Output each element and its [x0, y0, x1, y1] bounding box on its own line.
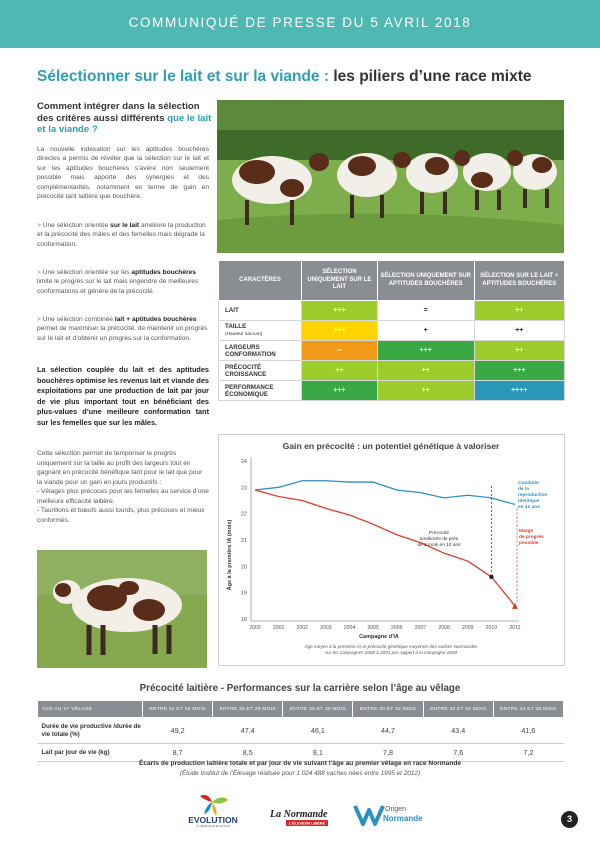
- bullet-post: limite le progrès sur le lait mais engendre de meilleures conformations et génère de la précocité.: [37, 278, 199, 295]
- table-cell: ++: [302, 361, 378, 381]
- table-cell: 7,6: [423, 744, 493, 762]
- x-tick-label: 2007: [414, 625, 427, 631]
- annotation-mid: Précocité améliorée de près de 3 mois en 10 ans: [417, 531, 461, 548]
- table-cell: +++: [474, 361, 564, 381]
- col-header: SÉLECTION UNIQUEMENT SUR APTITUDES BOUCHÈRES: [377, 261, 474, 301]
- herd-photo: [217, 100, 564, 253]
- y-tick-label: 21: [240, 538, 247, 544]
- table-cell: ++: [474, 301, 564, 321]
- intro-lead: Comment intégrer dans la sélection des critères aussi différents: [37, 101, 200, 124]
- bullet-pre: Une sélection orientée sur les: [42, 269, 132, 276]
- body3-item: - Taurillons et bœufs aussi lourds, plus précoces et mieux conformés.: [37, 507, 205, 524]
- origen-text: Origen: [385, 806, 407, 813]
- table-row: [38, 718, 564, 744]
- table-cell: 41,6: [493, 718, 563, 744]
- table-row: [219, 321, 565, 341]
- perf-title: Précocité laitière - Performances sur la carrière selon l’âge au vêlage: [139, 683, 461, 694]
- table-cell: 8,5: [213, 744, 283, 762]
- table-cell: +++: [302, 381, 378, 401]
- header-title: COMMUNIQUÉ DE PRESSE DU 5 AVRIL 2018: [128, 15, 472, 30]
- col-header: ENTRE 24 ET 26 MOIS: [143, 701, 213, 718]
- annotation-red: Marge de progrès possible: [519, 529, 544, 546]
- row-label: [219, 321, 302, 341]
- table-cell: 8,7: [143, 744, 213, 762]
- bullet-pre: Une sélection orientée: [42, 222, 111, 229]
- table-cell: +++: [302, 301, 378, 321]
- bullet-item: [37, 268, 209, 296]
- page-title-part1: Sélectionner sur le lait et sur la viande :: [37, 68, 330, 85]
- x-tick-label: 2011: [509, 625, 521, 631]
- bullet-item: [37, 315, 209, 343]
- origen-normande-logo: [353, 800, 425, 833]
- row-label: PERFORMANCE ÉCONOMIQUE: [219, 381, 302, 401]
- chart-caption: Âge moyen à la première IA et précocité génétique moyenne des vaches Normandes sur les campagnes 2000 à 2001 par rapport à la campagne 2000: [304, 644, 478, 655]
- col-header: ÂGE AU 1ᵉʳ VÊLAGE: [38, 701, 143, 718]
- table-cell: ++: [377, 361, 474, 381]
- col-header: SÉLECTION UNIQUEMENT SUR LE LAIT: [302, 261, 378, 301]
- x-tick-label: 2010: [485, 625, 498, 631]
- series-line-0: [255, 481, 515, 505]
- intro-question: [37, 101, 212, 136]
- chart-title: Gain en précocité : un potentiel génétique à valoriser: [282, 441, 500, 451]
- bullet-marker: >: [37, 316, 41, 323]
- table-cell: 49,2: [143, 718, 213, 744]
- row-label-main: TAILLE: [225, 323, 247, 330]
- x-tick-label: 2001: [272, 625, 285, 631]
- y-tick-label: 19: [240, 590, 247, 597]
- table-cell: +: [377, 321, 474, 341]
- row-label: Durée de vie productive /durée de vie totale (%): [38, 718, 143, 744]
- selection-table: [218, 260, 565, 401]
- col-header: ENTRE 26 ET 28 MOIS: [213, 701, 283, 718]
- precocity-chart: [218, 434, 565, 666]
- table-row: [219, 301, 565, 321]
- bullet-item: [37, 221, 209, 249]
- x-tick-label: 2006: [391, 625, 403, 631]
- bullet-marker: >: [37, 269, 41, 276]
- y-tick-label: 22: [240, 511, 247, 518]
- x-axis-label: Campagne d'IA: [359, 634, 399, 640]
- bullet-post: améliore la production et la précocité des mâles et des femelles mais dégrade la conformation.: [37, 222, 206, 248]
- y-axis-label: Âge à la première IA (mois): [227, 519, 233, 591]
- bullet-pre: Une sélection combinée: [42, 316, 115, 323]
- intro-highlight: que le lait et la viande ?: [37, 112, 212, 135]
- table-cell: 7,2: [493, 744, 563, 762]
- cow-photo: [37, 550, 207, 668]
- x-tick-label: 2005: [367, 625, 379, 631]
- table-cell: 46,1: [283, 718, 353, 744]
- table-cell: ++: [377, 381, 474, 401]
- col-header: ENTRE 34 ET 36 MOIS: [493, 701, 563, 718]
- x-tick-label: 2008: [438, 625, 450, 631]
- y-tick-label: 23: [240, 485, 247, 492]
- body-paragraph-3: [37, 449, 209, 525]
- body-paragraph-1: La nouvelle indexation sur les aptitudes bouchères directes a permis de révéler que la sélection sur le lait et sur les aptitudes bouchères s’avère non seulement possible mais apporte des synergies et des complémentarités, notamment en terme de gain en précocité tant laitière que bouchère.: [37, 146, 209, 201]
- page-title-part2: les piliers d’une race mixte: [329, 68, 532, 85]
- table-cell: ++: [474, 321, 564, 341]
- table-row: [219, 341, 565, 361]
- series-line-1: [255, 490, 515, 606]
- table-cell: +++: [377, 341, 474, 361]
- chart-svg: [219, 435, 564, 665]
- table-cell: =: [377, 301, 474, 321]
- evolution-sub: LA GÉNÉTIQUE EN ACTION: [196, 825, 230, 828]
- x-tick-label: 2004: [343, 625, 356, 631]
- x-tick-label: 2000: [249, 625, 261, 631]
- evolution-text: EVOLUTION: [188, 815, 238, 825]
- evolution-logo: [182, 792, 244, 833]
- footnote-title: Écarts de production laitière totale et par jour de vie suivant l’âge au premier vêlage en race Normande: [138, 760, 462, 767]
- page-title: [37, 68, 532, 86]
- bullet-bold: sur le lait: [110, 222, 140, 229]
- body3-text: Cette sélection permet de temporiser le progrès uniquement sur la taille au profit des largeurs tout en gagnant en précocité bénéfique tant pour le lait que pour la viande pour un gain en jours productifs :: [37, 450, 203, 486]
- bullet-bold: aptitudes bouchères: [131, 269, 196, 276]
- table-cell: 43,4: [423, 718, 493, 744]
- annotation-blue: Conduite de la reproduction identique en 10 ans: [518, 481, 548, 510]
- table-cell: +++: [302, 321, 378, 341]
- row-label-sub: (Hauteur sacrum): [225, 332, 263, 337]
- col-header: ENTRE 28 ET 30 MOIS: [283, 701, 353, 718]
- header-bar: [0, 0, 600, 48]
- normande-sub: L'ÉLEVEUR LIBÉRÉ: [288, 821, 326, 826]
- col-header: CARACTÈRES: [219, 261, 302, 301]
- table-cell: 44,7: [353, 718, 423, 744]
- col-header: ENTRE 30 ET 32 MOIS: [353, 701, 423, 718]
- normande-text: La Normande: [270, 809, 328, 820]
- row-label: Lait par jour de vie (kg): [38, 744, 143, 762]
- table-cell: --: [302, 341, 378, 361]
- body3-item: - Vêlages plus précoces pour les femelles au service d’une meilleure efficacité laitière.: [37, 488, 209, 505]
- y-tick-label: 18: [240, 617, 247, 623]
- table-cell: 47,4: [213, 718, 283, 744]
- bold-paragraph: La sélection couplée du lait et des aptitudes bouchères optimise les revenus lait et viande des exploitations par une production de lait par jour de vie plus important tout en bénéficiant des plus-values d’une meilleure conformation tant sur les femelles que sur les mâles.: [37, 365, 209, 427]
- bullet-post: permet de maximiser la précocité, de maintenir un progrès sur le lait et d’obtenir un progrès sur la conformation.: [37, 325, 208, 342]
- y-tick-label: 24: [240, 459, 247, 465]
- performance-table: [37, 700, 564, 762]
- x-tick-label: 2009: [461, 625, 474, 631]
- table-cell: 7,8: [353, 744, 423, 762]
- col-header: ENTRE 32 ET 34 MOIS: [423, 701, 493, 718]
- end-marker-dot: [489, 575, 493, 579]
- table-row: [219, 381, 565, 401]
- row-label: PRÉCOCITÉ CROISSANCE: [219, 361, 302, 381]
- y-tick-label: 20: [240, 564, 247, 571]
- row-label: LARGEURS CONFORMATION: [219, 341, 302, 361]
- row-label: LAIT: [219, 301, 302, 321]
- col-header: SÉLECTION SUR LE LAIT + APTITUDES BOUCHÈRES: [474, 261, 564, 301]
- table-cell: ++++: [474, 381, 564, 401]
- footnote-source: (Étude Institut de l’Élevage réalisée pour 1 024 488 vaches nées entre 1995 et 2012): [179, 770, 421, 777]
- table-row: [219, 361, 565, 381]
- page-number: 3: [561, 811, 578, 828]
- table-row: [38, 744, 564, 762]
- origen-normande-text: Normande: [383, 814, 423, 823]
- bullet-marker: >: [37, 222, 41, 229]
- table-cell: 8,1: [283, 744, 353, 762]
- bullet-bold: lait + aptitudes bouchères: [114, 316, 197, 323]
- x-tick-label: 2003: [320, 625, 332, 631]
- x-tick-label: 2002: [296, 625, 309, 631]
- la-normande-logo: [268, 806, 334, 833]
- table-cell: ++: [474, 341, 564, 361]
